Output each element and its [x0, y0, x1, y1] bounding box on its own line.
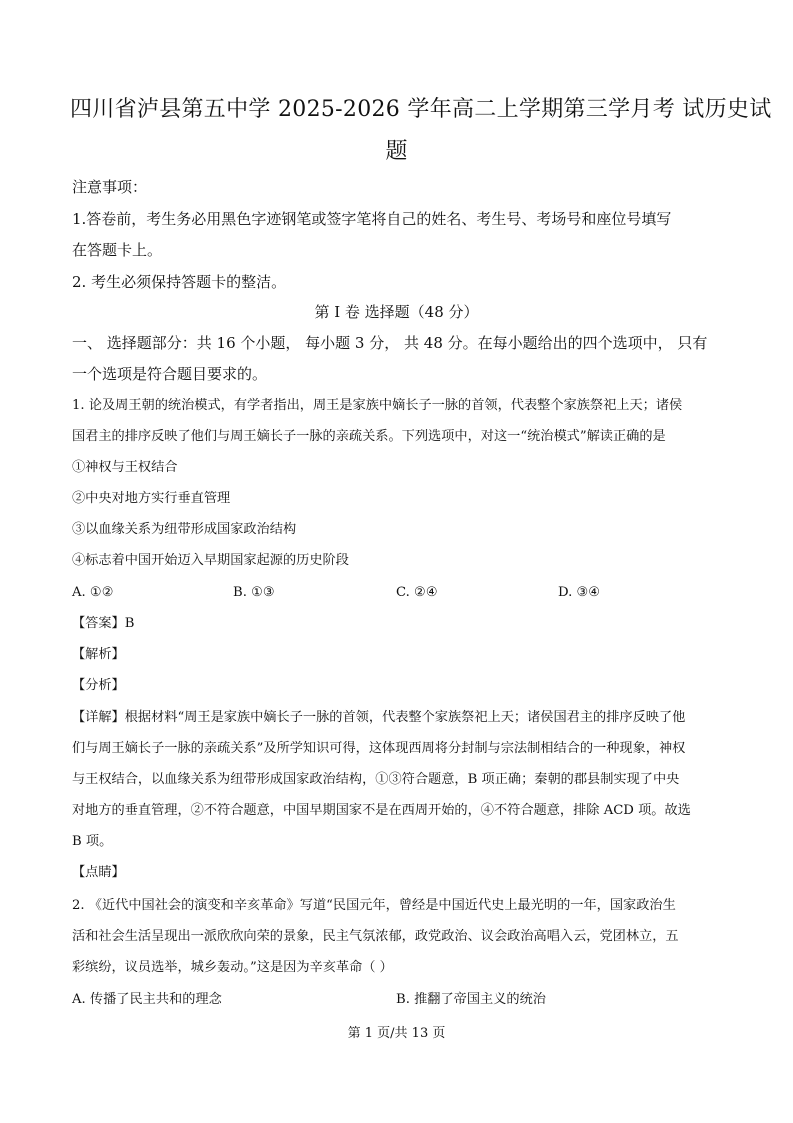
q1-stem-line-1: 1. 论及周王朝的统治模式，有学者指出，周王是家族中嫡长子一脉的首领，代表整个家族祭祀上天；诸侯 — [72, 398, 683, 413]
document-title-line-1: 四川省泸县第五中学 2025-2026 学年高二上学期第三学月考 试历史试 — [70, 97, 772, 122]
page-footer: 第 1 页/共 13 页 — [347, 1026, 446, 1041]
analysis-tag: 【解析】 — [72, 647, 125, 662]
q1-detail-line-3: 与王权结合，以血缘关系为纽带形成国家政治结构，①③符合题意，B 项正确；秦朝的郡县制实现了中央 — [72, 772, 680, 787]
answer-tag: 【答案】 — [72, 616, 125, 631]
q1-stem-line-2: 国君主的排序反映了他们与周王嫡长子一脉的亲疏关系。下列选项中，对这一“统治模式”解读正确的是 — [72, 429, 666, 444]
q1-option-b: B. ①③ — [233, 585, 275, 600]
q1-option-c: C. ②④ — [396, 585, 438, 600]
part-intro-line-1: 一、 选择题部分：共 16 个小题， 每小题 3 分， 共 48 分。在每小题给出的四个选项中， 只有 — [72, 334, 708, 352]
q2-stem-line-1: 2. 《近代中国社会的演变和辛亥革命》写道“民国元年，曾经是中国近代史上最光明的一年，国家政治生 — [72, 898, 676, 913]
fenxi-tag: 【分析】 — [72, 678, 125, 693]
q2-stem-line-2: 活和社会生活呈现出一派欣欣向荣的景象，民主气氛浓郁，政党政治、议会政治高唱入云，党团林立，五 — [72, 929, 679, 944]
part-intro-line-2: 一个选项是符合题目要求的。 — [72, 365, 268, 383]
notice-item-1-line-1: 1.答卷前，考生务必用黑色字迹钢笔或签字笔将自己的姓名、考生号、考场号和座位号填写 — [72, 210, 672, 228]
answer-value: B — [124, 616, 135, 631]
q1-item-2: ②中央对地方实行垂直管理 — [72, 491, 231, 506]
q1-item-4: ④标志着中国开始迈入早期国家起源的历史阶段 — [72, 553, 349, 568]
q1-detail-line-2: 们与周王嫡长子一脉的亲疏关系”及所学知识可得，这体现西周将分封制与宗法制相结合的一种现象，神权 — [72, 741, 686, 756]
q2-option-a: A. 传播了民主共和的理念 — [72, 992, 222, 1007]
notice-item-1-line-2: 在答题卡上。 — [72, 241, 163, 259]
q1-detail-line-1 — [72, 709, 685, 727]
dianjing-tag: 【点睛】 — [72, 865, 125, 880]
q1-item-3: ③以血缘关系为纽带形成国家政治结构 — [72, 522, 297, 537]
document-title-line-2: 题 — [385, 139, 408, 164]
q1-item-1: ①神权与王权结合 — [72, 460, 178, 475]
detail-text-1: 根据材料“周王是家族中嫡长子一脉的首领，代表整个家族祭祀上天；诸侯国君主的排序反映了他 — [124, 710, 686, 725]
q2-option-b: B. 推翻了帝国主义的统治 — [396, 992, 546, 1007]
q2-stem-line-3: 彩缤纷，议员选举，城乡轰动。”这是因为辛亥革命（ ） — [72, 960, 393, 975]
q1-answer — [72, 615, 134, 633]
notice-item-2: 2. 考生必须保持答题卡的整洁。 — [72, 273, 287, 291]
q1-option-d: D. ③④ — [558, 585, 601, 600]
section-title: 第 I 卷 选择题（48 分） — [314, 303, 479, 321]
detail-tag: 【详解】 — [72, 710, 125, 725]
q1-option-a: A. ①② — [72, 585, 114, 600]
notice-header: 注意事项： — [72, 178, 148, 196]
q1-detail-line-5: B 项。 — [72, 834, 113, 849]
q1-detail-line-4: 对地方的垂直管理，②不符合题意，中国早期国家不是在西周开始的，④不符合题意，排除 ACD 项。故选 — [72, 803, 691, 818]
